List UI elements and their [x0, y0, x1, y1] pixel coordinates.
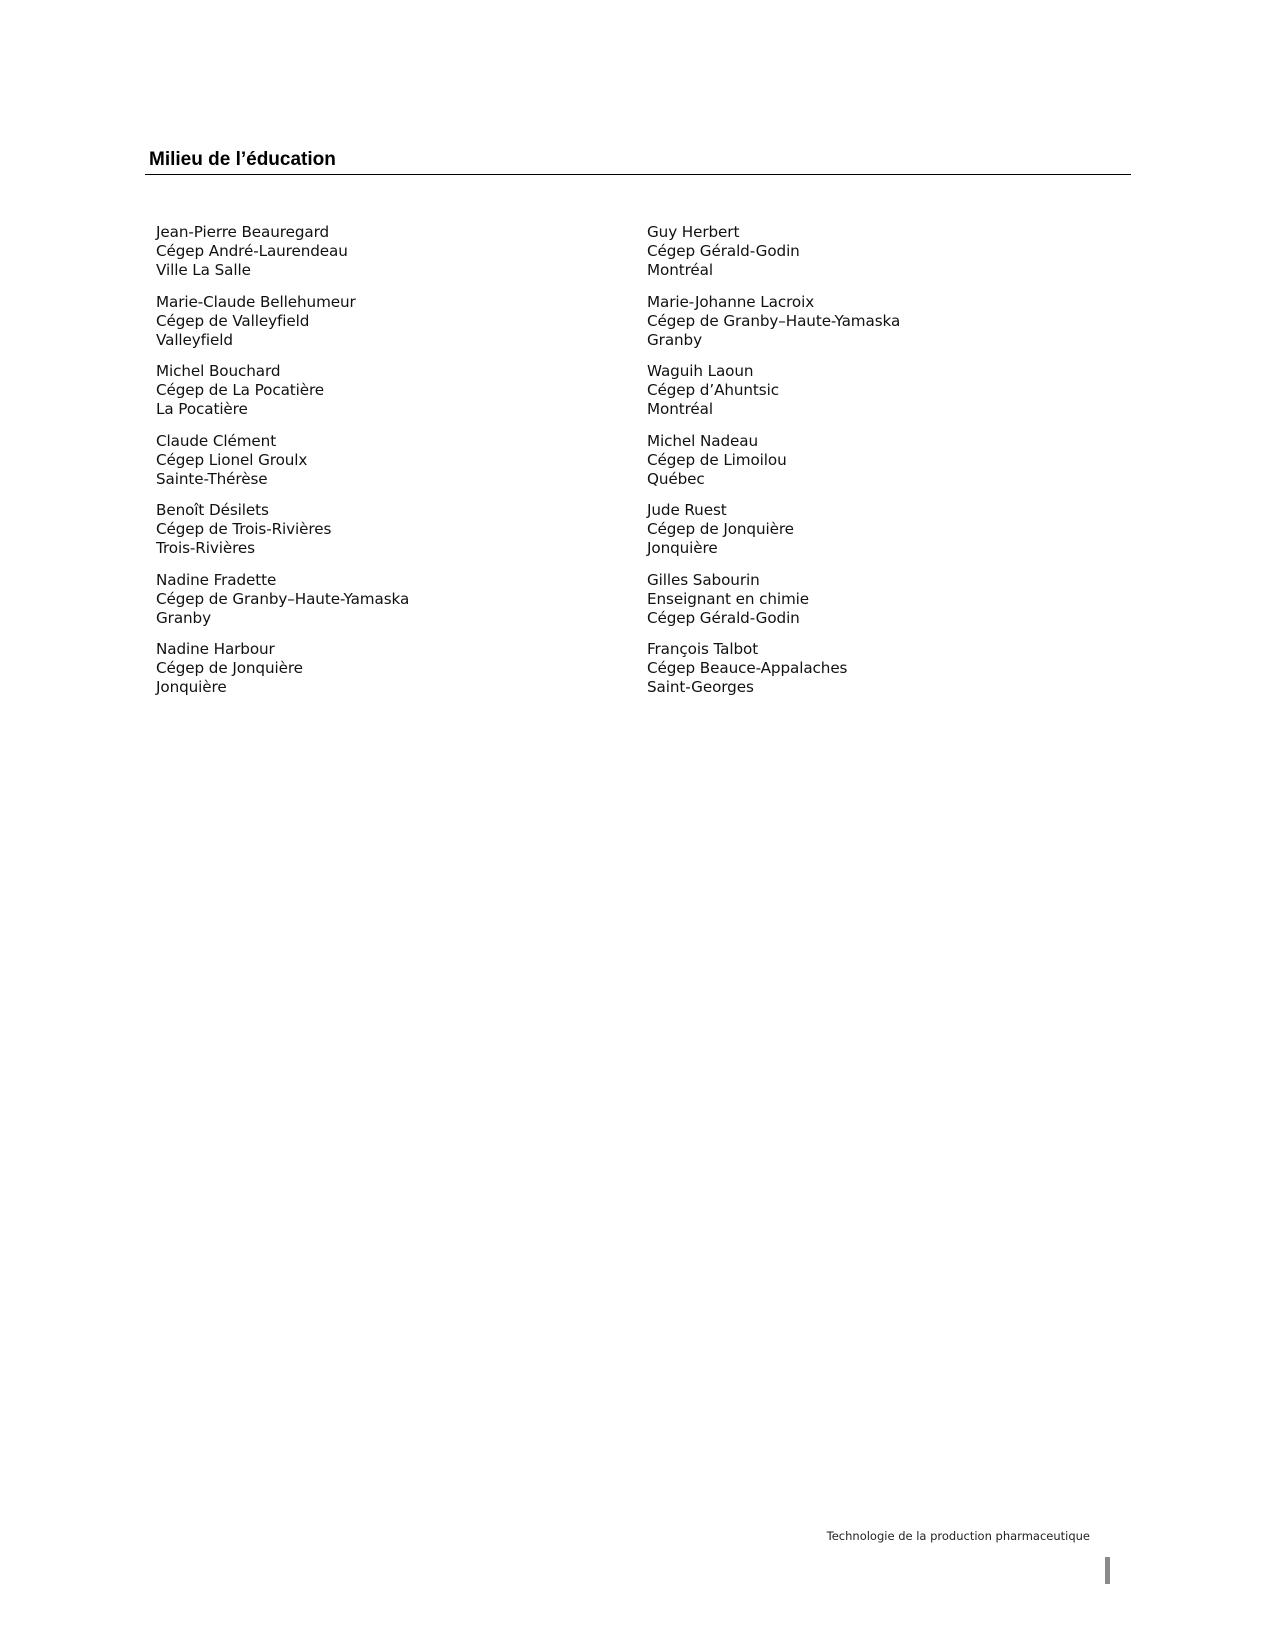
location: Saint-Georges — [647, 678, 754, 696]
list-item — [647, 501, 900, 571]
list-item — [156, 571, 409, 641]
location: Sainte-Thérèse — [156, 469, 268, 488]
person-name: Michel Bouchard — [156, 362, 281, 380]
person-name: Claude Clément — [156, 431, 277, 450]
list-item — [647, 640, 900, 710]
person-name: Guy Herbert — [647, 223, 740, 241]
location: Montréal — [647, 261, 713, 279]
person-name: Jude Ruest — [647, 501, 727, 519]
institution: Cégep Gérald-Godin — [647, 242, 800, 260]
list-item — [647, 293, 900, 363]
list-item — [647, 223, 900, 293]
institution: Cégep de Limoilou — [647, 450, 787, 469]
role: Enseignant en chimie — [647, 589, 810, 608]
person-name: Nadine Fradette — [156, 570, 277, 589]
institution: Cégep André-Laurendeau — [156, 242, 348, 260]
location: Trois-Rivières — [156, 539, 255, 557]
location: Jonquière — [156, 678, 227, 696]
institution: Cégep de Trois-Rivières — [156, 520, 332, 538]
title-divider — [145, 174, 1131, 175]
list-item — [156, 432, 409, 502]
list-item — [156, 362, 409, 432]
person-name: François Talbot — [647, 640, 759, 658]
list-item — [156, 501, 409, 571]
person-name: Nadine Harbour — [156, 640, 275, 658]
left-column — [156, 223, 409, 710]
institution: Cégep Lionel Groulx — [156, 450, 308, 469]
list-item — [647, 571, 900, 641]
location: Valleyfield — [156, 330, 233, 349]
list-item — [647, 432, 900, 502]
person-name: Marie-Claude Bellehumeur — [156, 292, 356, 311]
location: La Pocatière — [156, 400, 248, 418]
list-item — [156, 223, 409, 293]
location: Granby — [156, 608, 211, 627]
footer-document-title: Technologie de la production pharmaceutique — [826, 1529, 1090, 1543]
person-name: Waguih Laoun — [647, 362, 754, 380]
person-name: Jean-Pierre Beauregard — [156, 223, 329, 241]
institution: Cégep d’Ahuntsic — [647, 381, 779, 399]
institution: Cégep de Valleyfield — [156, 311, 310, 330]
institution: Cégep de Granby–Haute-Yamaska — [156, 589, 410, 608]
institution: Cégep de Granby–Haute-Yamaska — [647, 311, 901, 330]
location: Jonquière — [647, 539, 718, 557]
list-item — [156, 640, 409, 710]
person-name: Gilles Sabourin — [647, 570, 760, 589]
location: Québec — [647, 469, 705, 488]
right-column — [647, 223, 900, 710]
section-title: Milieu de l’éducation — [149, 149, 336, 170]
person-name: Marie-Johanne Lacroix — [647, 292, 815, 311]
location: Montréal — [647, 400, 713, 418]
location: Ville La Salle — [156, 261, 251, 279]
institution: Cégep Gérald-Godin — [647, 608, 800, 627]
person-name: Michel Nadeau — [647, 431, 758, 450]
institution: Cégep Beauce-Appalaches — [647, 659, 848, 677]
institution: Cégep de Jonquière — [156, 659, 303, 677]
institution: Cégep de La Pocatière — [156, 381, 325, 399]
list-item — [156, 293, 409, 363]
institution: Cégep de Jonquière — [647, 520, 794, 538]
list-item — [647, 362, 900, 432]
location: Granby — [647, 330, 702, 349]
page-marker-bar — [1105, 1557, 1110, 1584]
person-name: Benoît Désilets — [156, 501, 269, 519]
